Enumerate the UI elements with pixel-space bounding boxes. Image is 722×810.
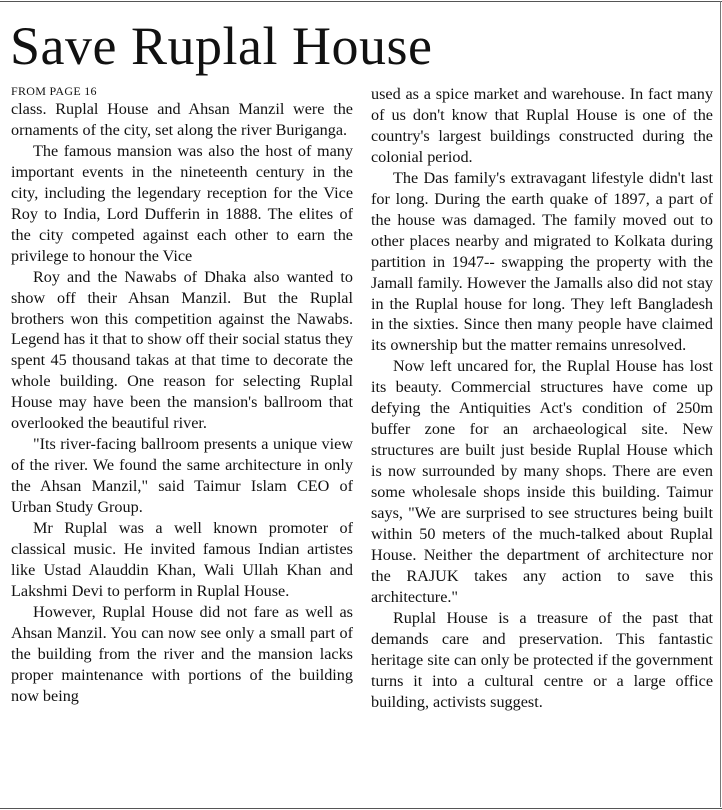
paragraph: used as a spice market and warehouse. In fact many of us don't know that Ruplal House is one of the country's largest buildings constructed during the colonial period.	[371, 85, 713, 166]
paragraph: Roy and the Nawabs of Dhaka also wanted to show off their Ahsan Manzil. But the Ruplal brothers won this competition against the Nawabs. Legend has it that to show off their social status they spent 45 thousand takas at that time to decorate the whole building. One reason for selecting Ruplal House may have been the mansion's ballroom that overlooked the beautiful river.	[11, 267, 353, 433]
paragraph: Mr Ruplal was a well known promoter of classical music. He invited famous Indian artistes like Ustad Alauddin Khan, Wali Ullah Khan and Lakshmi Devi to perform in Ruplal House.	[11, 519, 353, 600]
paragraph: The famous mansion was also the host of many important events in the nineteenth century in the city, including the legendary reception for the Vice Roy to India, Lord Dufferin in 1888. The elites of the city competed against each other to earn the privilege to honour the Vice	[11, 141, 353, 265]
right-border-rule	[720, 1, 721, 807]
right-text-column	[371, 84, 713, 713]
left-text-column	[11, 84, 353, 707]
paragraph: Now left uncared for, the Ruplal House has lost its beauty. Commercial structures have come up defying the Antiquities Act's condition of 250m buffer zone for an archaeological site. New structures are built just beside Ruplal House which is now surrounded by many shops. There are even some wholesale shops inside this building. Taimur says, "We are surprised to see structures being built within 50 meters of the much-talked about Ruplal House. Neither the department of architecture nor the RAJUK takes any action to save this architecture."	[371, 357, 713, 606]
jump-line: FROM PAGE 16	[11, 84, 97, 98]
paragraph: The Das family's extravagant lifestyle didn't last for long. During the earth quake of 1897, a part of the house was damaged. The family moved out to other places nearby and migrated to Kolkata during partition in 1947-- swapping the property with the Jamall family. However the Jamalls also did not stay in the Ruplal house for long. They left Bangladesh in the sixties. Since then many people have claimed its ownership but the matter remains unresolved.	[371, 168, 713, 355]
bottom-border-rule	[0, 808, 722, 809]
top-border-rule	[0, 1, 722, 2]
article-headline: Save Ruplal House	[10, 16, 433, 76]
paragraph: "Its river-facing ballroom presents a unique view of the river. We found the same architecture in only the Ahsan Manzil," said Taimur Islam CEO of Urban Study Group.	[11, 435, 353, 517]
paragraph: However, Ruplal House did not fare as well as Ahsan Manzil. You can now see only a small part of the building from the river and the mansion lacks proper maintenance with portions of the building now being	[11, 602, 353, 705]
paragraph: class. Ruplal House and Ahsan Manzil were the ornaments of the city, set along the river Buriganga.	[11, 100, 353, 139]
paragraph: Ruplal House is a treasure of the past that demands care and preservation. This fantastic heritage site can only be protected if the government turns it into a cultural centre or a large office building, activists suggest.	[371, 608, 713, 711]
